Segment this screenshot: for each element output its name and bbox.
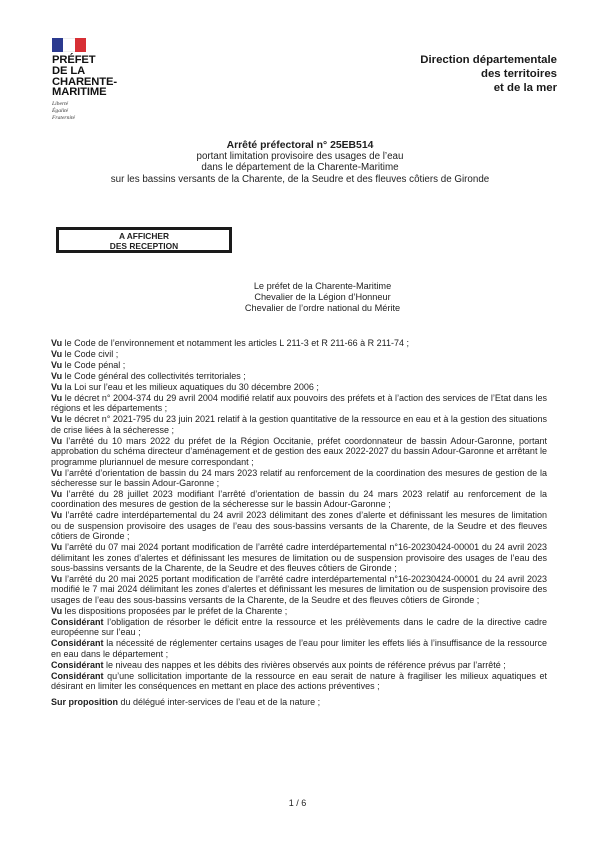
prefect-titles: Le préfet de la Charente-Maritime Chevalier de la Légion d’Honneur Chevalier de l’ordre national du Mérite [244, 281, 401, 314]
recital-text: l’arrêté d’orientation de bassin du 24 mars 2023 relatif au renforcement de la coordination des mesures de gestion de la sécheresse sur le bassin Adour-Garonne ; [51, 467, 547, 489]
recital-keyword: Vu [51, 574, 63, 585]
recital-keyword: Vu [51, 349, 63, 359]
marianne-logo [52, 38, 162, 122]
recital-item [51, 638, 547, 659]
recital-text: du délégué inter-services de l’eau et de la nature ; [118, 696, 321, 707]
recital-item [51, 574, 547, 605]
recital-keyword: Vu [51, 489, 63, 500]
recital-item [51, 697, 547, 707]
recital-text: le décret n° 2021-795 du 23 juin 2021 relatif à la gestion quantitative de la ressource en eau et à la gestion des situations de crise liées à la sécheresse ; [51, 414, 547, 435]
recital-item [51, 606, 547, 616]
recital-text: la nécessité de réglementer certains usages de l’eau pour limiter les effets liés à l’insuffisance de la ressource en eau dans le département ; [51, 638, 547, 659]
recital-keyword: Vu [51, 542, 63, 553]
recital-item [51, 617, 547, 638]
recital-text: qu’une sollicitation importante de la ressource en eau serait de nature à fragiliser les milieux aquatiques et désirant en limiter les conséquences en mettant en place des actions préventives ; [51, 670, 547, 692]
recital-item [51, 360, 547, 370]
decree-subtitle-line: sur les bassins versants de la Charente, de la Seudre et des fleuves côtiers de Gironde [110, 173, 490, 185]
recital-item [51, 338, 547, 348]
recitals-list [51, 338, 547, 708]
recital-text: le Code civil ; [62, 349, 119, 359]
recital-text: l’arrêté du 10 mars 2022 du préfet de la Région Occitanie, préfet coordonnateur de bassin Adour-Garonne, portant approbation du schéma directeur d’aménagement et de gestion des eaux 2022-2027 du bassin Adour-Garonne et arrêtant le programme pluriannuel de mesure correspondant ; [51, 435, 547, 467]
recital-keyword: Vu [51, 605, 63, 616]
decree-subtitle-line: dans le département de la Charente-Maritime [201, 162, 399, 174]
recital-text: l’obligation de résorber le déficit entre la ressource et les prélèvements dans le cadre de la directive cadre européenne sur l’eau ; [51, 616, 547, 638]
recital-keyword: Vu [51, 435, 63, 446]
recital-item [51, 349, 547, 359]
recital-item [51, 468, 547, 489]
decree-title [40, 140, 560, 185]
recital-text: le Code général des collectivités territoriales ; [62, 371, 246, 381]
recital-keyword: Vu [51, 360, 63, 370]
recital-keyword: Vu [51, 338, 63, 348]
prefecture-name: PRÉFET DE LA CHARENTE- MARITIME [52, 54, 117, 99]
page-number: 1 / 6 [288, 798, 307, 808]
recital-keyword: Considérant [51, 638, 104, 649]
recital-keyword: Vu [51, 414, 63, 425]
display-notice-box: A AFFICHER DES RECEPTION [56, 227, 232, 253]
issuing-directorate: Direction départementale des territoires et de la mer [420, 54, 557, 94]
recital-item [51, 510, 547, 541]
republic-motto: Liberté Égalité Fraternité [52, 101, 75, 122]
recital-text: l’arrêté du 28 juillet 2023 modifiant l’arrêté d’orientation de bassin du 24 mars 2023 relatif au renforcement de la coordination des mesures de gestion de la sécheresse sur le bassin Adour-Garonne ; [51, 489, 547, 510]
recital-keyword: Vu [51, 467, 63, 478]
recital-text: le Code pénal ; [62, 360, 126, 370]
recital-keyword: Vu [51, 393, 63, 403]
recital-item [51, 489, 547, 510]
recital-keyword: Considérant [51, 659, 104, 670]
recital-item [51, 660, 547, 670]
recital-item [51, 382, 547, 392]
recital-text: le niveau des nappes et les débits des rivières observés aux points de référence prévus par l’arrêté ; [103, 659, 506, 670]
french-flag-icon [52, 38, 86, 52]
decree-subtitle-line: portant limitation provisoire des usages de l’eau [196, 151, 404, 163]
recital-text: le décret n° 2004-374 du 29 avril 2004 modifié relatif aux pouvoirs des préfets et à l’action des services de l’Etat dans les régions et les départements ; [51, 393, 547, 414]
recital-text: la Loi sur l’eau et les milieux aquatiques du 30 décembre 2006 ; [62, 382, 319, 392]
recital-text: le Code de l’environnement et notamment les articles L 211-3 et R 211-66 à R 211-74 ; [62, 338, 410, 348]
recital-item [51, 671, 547, 692]
recital-text: l’arrêté du 20 mai 2025 portant modification de l’arrêté cadre interdépartemental n°16-20230424-00001 du 24 avril 2023 modifié le 7 mai 2024 délimitant les zones d’alertes et définissant les mesures de limitation ou de suspension provisoire des usages de l’eau des sous-bassins versants de la Charente, de la Seudre et des fleuves côtiers de Gironde ; [51, 574, 547, 605]
recital-item [51, 436, 547, 467]
recital-text: l’arrêté du 07 mai 2024 portant modification de l’arrêté cadre interdépartemental n°16-20230424-00001 du 24 avril 2023 délimitant les zones d’alertes et définissant les mesures de limitation ou de suspension provisoire des usages de l’eau des sous-bassins versants de la Charente, de la Seudre et des fleuves côtiers de Gironde ; [51, 542, 547, 574]
recital-keyword: Sur proposition [51, 696, 118, 707]
recital-keyword: Vu [51, 371, 63, 381]
recital-item [51, 371, 547, 381]
recital-keyword: Vu [51, 510, 63, 521]
recital-item [51, 393, 547, 414]
recital-keyword: Considérant [51, 670, 104, 681]
recital-item [51, 414, 547, 435]
recital-keyword: Vu [51, 382, 63, 392]
recital-keyword: Considérant [51, 616, 104, 627]
recital-item [51, 542, 547, 573]
decree-number: Arrêté préfectoral n° 25EB514 [226, 140, 374, 151]
recital-text: les dispositions proposées par le préfet de la Charente ; [62, 605, 288, 616]
recital-text: l’arrêté cadre interdépartemental du 24 avril 2023 délimitant des zones d’alerte et définissant les mesures de limitation ou de suspension provisoire des usages de l’eau des sous-bassins versants de la Charente, de la Seudre et des fleuves côtiers de Gironde ; [51, 510, 547, 542]
